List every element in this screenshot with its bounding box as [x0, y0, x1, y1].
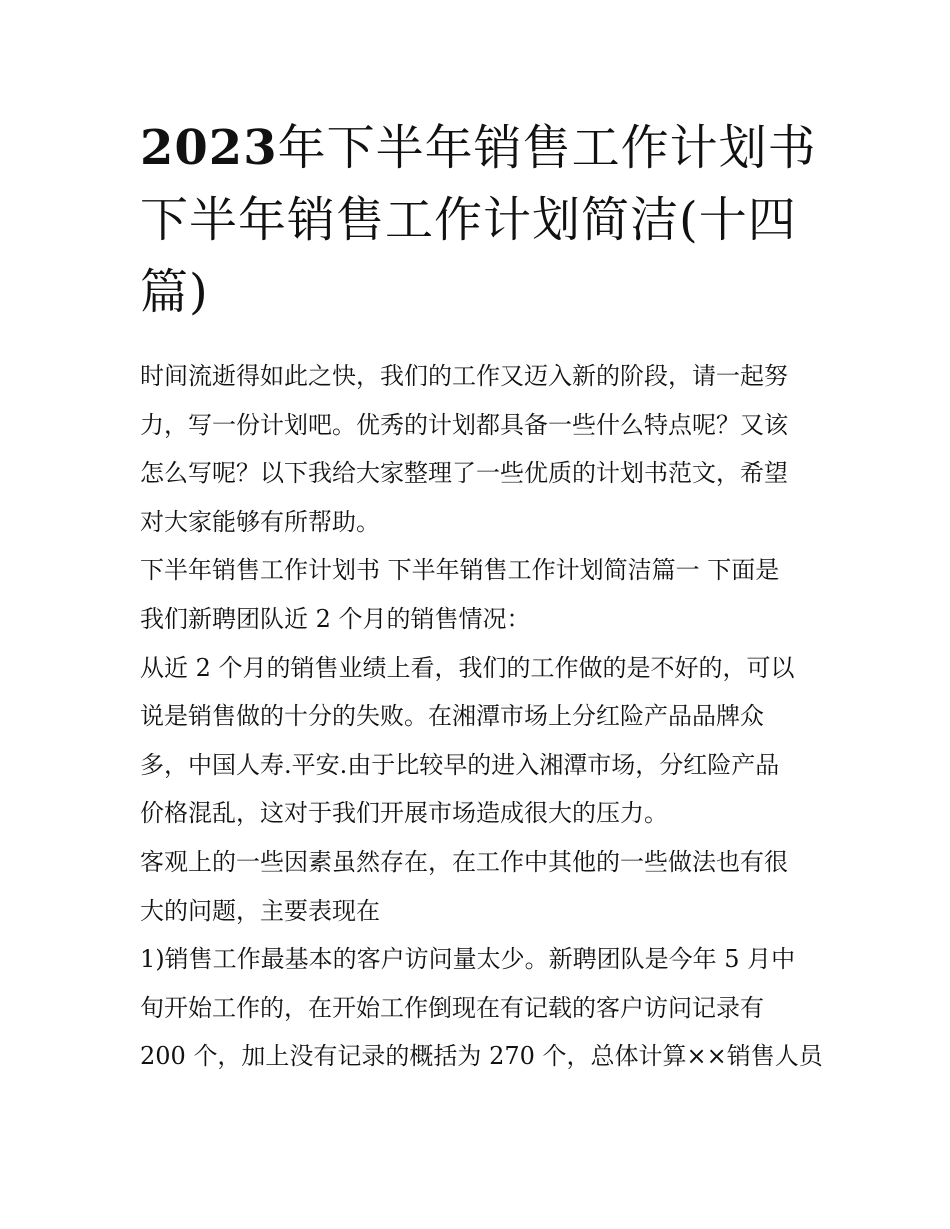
body-line: 多，中国人寿.平安.由于比较早的进入湘潭市场，分红险产品 — [140, 750, 780, 779]
body-line: 时间流逝得如此之快，我们的工作又迈入新的阶段，请一起努 — [140, 362, 788, 390]
body-line: 我们新聘团队近 2 个月的销售情况： — [140, 604, 531, 633]
title-year: 2023 — [140, 120, 278, 176]
body-line: 价格混乱，这对于我们开展市场造成很大的压力。 — [140, 799, 668, 828]
document-body — [140, 352, 830, 1081]
title-line-1-text: 年下半年销售工作计划书 — [277, 120, 817, 176]
title-line-3: 篇) — [140, 264, 209, 320]
body-line: 旬开始工作的，在开始工作倒现在有记载的客户访问记录有 — [140, 993, 764, 1022]
body-line: 下半年销售工作计划书 下半年销售工作计划简洁篇一 下面是 — [140, 556, 780, 585]
document-title — [140, 112, 830, 328]
body-line: 大的问题，主要表现在 — [140, 896, 380, 925]
body-line: 从近 2 个月的销售业绩上看，我们的工作做的是不好的，可以 — [140, 653, 795, 682]
body-line: 200 个，加上没有记录的概括为 270 个，总体计算××销售人员 — [140, 1042, 823, 1071]
body-line: 怎么写呢？以下我给大家整理了一些优质的计划书范文，希望 — [140, 459, 788, 488]
title-line-2: 下半年销售工作计划简洁(十四 — [140, 192, 797, 248]
title-line-1 — [140, 112, 830, 184]
body-line: 说是销售做的十分的失败。在湘潭市场上分红险产品品牌众 — [140, 702, 764, 731]
body-line: 力，写一份计划吧。优秀的计划都具备一些什么特点呢？又该 — [140, 410, 788, 439]
body-line: 客观上的一些因素虽然存在，在工作中其他的一些做法也有很 — [140, 847, 788, 876]
body-line: 1)销售工作最基本的客户访问量太少。新聘团队是今年 5 月中 — [140, 945, 796, 974]
body-line: 对大家能够有所帮助。 — [140, 507, 380, 536]
